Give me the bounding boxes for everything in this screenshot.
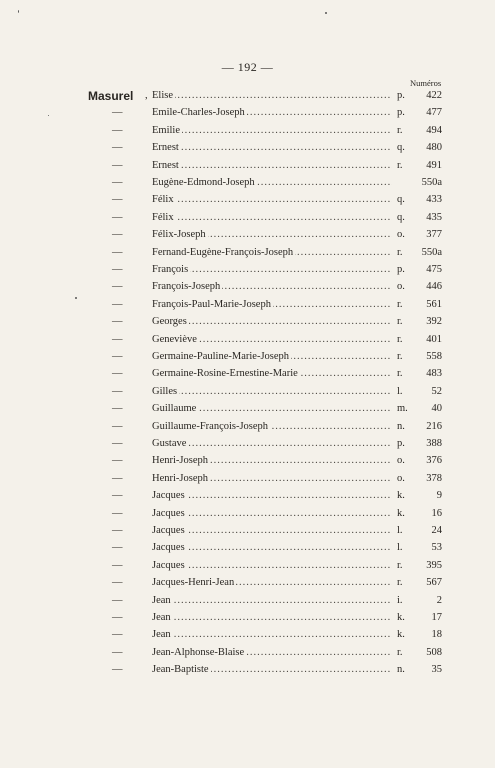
series-letter: r. [397,646,403,658]
entry-number: 433 [426,194,442,206]
ditto-dash: — [112,211,123,223]
given-names-text: Jean-Baptiste [152,664,209,676]
given-names-text: François-Joseph [152,281,221,293]
index-entry [0,279,495,295]
given-names [152,158,392,174]
series-letter: r. [397,124,403,136]
given-names-text: Jacques-Henri-Jean [152,577,235,589]
given-names [152,645,392,661]
ditto-dash: — [112,159,123,171]
series-letter: p. [397,90,405,101]
entry-number: 53 [431,542,442,554]
entry-number: 483 [426,368,442,380]
given-names-text: Fernand-Eugène-François-Joseph [152,246,294,258]
surname: Masurel [88,89,134,103]
ditto-dash: — [112,281,123,293]
page-number: — 192 — [221,60,274,74]
series-letter: q. [397,211,405,223]
given-names [152,227,392,243]
series-letter: l. [397,542,403,554]
series-letter: l. [397,385,403,397]
given-names [152,105,392,121]
ditto-dash: — [112,577,123,589]
entry-number: 392 [426,316,442,328]
series-letter: o. [397,281,405,293]
entry-number: 422 [426,90,442,101]
index-entry [0,297,495,313]
given-names-text: Geneviève [152,333,197,345]
surname-comma: , [145,90,148,101]
given-names-text: Jacques [152,542,185,554]
given-names [152,192,392,208]
series-letter: n. [397,420,405,432]
index-entry [0,506,495,522]
ditto-dash: — [112,142,123,154]
series-letter: k. [397,629,405,641]
index-entry [0,332,495,348]
given-names [152,506,392,522]
given-names [152,593,392,609]
index-entry [0,523,495,539]
entry-number: 388 [426,438,442,449]
series-letter: o. [397,229,405,241]
entry-number: 435 [426,211,442,223]
ditto-dash: — [112,612,123,623]
ditto-dash: — [112,124,123,136]
index-entry [0,192,495,208]
paper-speck [325,12,327,14]
given-names [152,662,392,678]
series-letter: k. [397,507,405,519]
series-letter: l. [397,525,403,536]
entry-number: 52 [431,385,442,397]
given-names [152,558,392,574]
given-names [152,575,392,591]
given-names-text: Guillaume [152,403,197,415]
ditto-dash: — [112,594,123,606]
series-letter: p. [397,438,405,449]
index-entry [0,436,495,452]
entry-number: 558 [426,351,442,362]
given-names-text: Ernest [152,142,179,154]
given-names [152,401,392,417]
column-header-numeros: Numéros [410,78,442,88]
ditto-dash: — [112,333,123,345]
ditto-dash: — [112,472,123,484]
entry-number: 567 [426,577,442,589]
series-letter: r. [397,559,403,571]
given-names [152,366,392,382]
given-names [152,123,392,139]
index-entry [0,401,495,417]
index-entry [0,123,495,139]
given-names-text: Jacques [152,525,185,536]
index-entry [0,540,495,556]
entry-number: 561 [426,298,442,310]
index-entry [0,627,495,643]
series-letter: r. [397,333,403,345]
given-names-text: Jacques [152,507,185,519]
series-letter: r. [397,577,403,589]
given-names-text: Elise [152,90,173,101]
index-entry [0,140,495,156]
entry-number: 378 [426,472,442,484]
entry-number: 475 [426,264,442,275]
ditto-dash: — [112,490,123,502]
given-names [152,523,392,539]
given-names [152,627,392,643]
index-entry [0,593,495,609]
entry-number: 18 [431,629,442,641]
given-names-text: Jean [152,629,171,641]
given-names-text: Félix [152,211,174,223]
series-letter: r. [397,246,403,258]
given-names-text: Jean [152,612,171,623]
index-entry [0,366,495,382]
given-names-text: Eugène-Edmond-Joseph [152,177,255,188]
ditto-dash: — [112,351,123,362]
index-entry [0,662,495,678]
series-letter: q. [397,194,405,206]
given-names-text: Gilles [152,385,178,397]
index-entry [0,384,495,400]
index-entry [0,471,495,487]
given-names [152,453,392,469]
entry-number: 446 [426,281,442,293]
series-letter: k. [397,490,405,502]
entry-number: 401 [426,333,442,345]
given-names-text: Georges [152,316,187,328]
entry-number: 508 [426,646,442,658]
ditto-dash: — [112,455,123,467]
given-names-text: Jacques [152,559,185,571]
index-entry [0,227,495,243]
entry-number: 491 [426,159,442,171]
given-names-text: Jacques [152,490,185,502]
ditto-dash: — [112,664,123,676]
given-names [152,332,392,348]
paper-speck [75,297,77,299]
ditto-dash: — [112,507,123,519]
entry-number: 24 [431,525,442,536]
ditto-dash: — [112,559,123,571]
given-names [152,610,392,626]
given-names [152,436,392,452]
entry-number: 376 [426,455,442,467]
series-letter: q. [397,142,405,154]
entry-number: 494 [426,124,442,136]
given-names [152,175,392,191]
given-names-text: Félix [152,194,174,206]
given-names [152,488,392,504]
ditto-dash: — [112,403,123,415]
index-entry [0,349,495,365]
given-names-text: Emilie [152,124,180,136]
given-names-text: Jean [152,594,171,606]
given-names [152,540,392,556]
index-entry [0,88,495,104]
given-names [152,297,392,313]
ditto-dash: — [112,525,123,536]
series-letter: r. [397,159,403,171]
index-entry [0,419,495,435]
series-letter: m. [397,403,408,415]
ditto-dash: — [112,316,123,328]
index-entry [0,453,495,469]
given-names [152,245,392,261]
ditto-dash: — [112,385,123,397]
series-letter: r. [397,351,403,362]
index-entry [0,645,495,661]
index-entry [0,314,495,330]
paper-speck [48,115,49,116]
entry-number: 35 [431,664,442,676]
ditto-dash: — [112,246,123,258]
ditto-dash: — [112,177,123,188]
ditto-dash: — [112,438,123,449]
series-letter: p. [397,264,405,275]
given-names [152,88,392,104]
series-letter: o. [397,455,405,467]
given-names-text: Gustave [152,438,187,449]
series-letter: o. [397,472,405,484]
index-entry [0,210,495,226]
index-entry [0,488,495,504]
given-names [152,349,392,365]
index-entry [0,158,495,174]
index-entry [0,575,495,591]
entry-number: 9 [436,490,442,502]
series-letter: r. [397,316,403,328]
given-names-text: Emile-Charles-Joseph [152,107,245,119]
entry-number: 550a [421,177,442,188]
ditto-dash: — [112,194,123,206]
ditto-dash: — [112,629,123,641]
given-names [152,314,392,330]
entry-number: 377 [426,229,442,241]
ditto-dash: — [112,420,123,432]
entry-number: 2 [436,594,442,606]
given-names [152,384,392,400]
entry-number: 477 [426,107,442,119]
given-names [152,210,392,226]
series-letter: r. [397,298,403,310]
ditto-dash: — [112,107,123,119]
ditto-dash: — [112,264,123,275]
given-names-text: François [152,264,189,275]
series-letter: n. [397,664,405,676]
index-entry [0,245,495,261]
index-entry [0,610,495,626]
series-letter: r. [397,368,403,380]
paper-speck [18,10,19,13]
ditto-dash: — [112,229,123,241]
series-letter: i. [397,594,403,606]
given-names-text: François-Paul-Marie-Joseph [152,298,271,310]
series-letter: k. [397,612,405,623]
entry-number: 16 [431,507,442,519]
entry-number: 550a [421,246,442,258]
series-letter: p. [397,107,405,119]
ditto-dash: — [112,646,123,658]
given-names [152,471,392,487]
given-names [152,262,392,278]
given-names [152,279,392,295]
given-names-text: Félix-Joseph [152,229,206,241]
index-entry [0,262,495,278]
given-names-text: Henri-Joseph [152,455,208,467]
entry-number: 395 [426,559,442,571]
given-names-text: Guillaume-François-Joseph [152,420,269,432]
index-entry [0,558,495,574]
given-names [152,419,392,435]
given-names [152,140,392,156]
index-entry [0,105,495,121]
ditto-dash: — [112,542,123,554]
given-names-text: Henri-Joseph [152,472,208,484]
index-entry [0,175,495,191]
entry-number: 480 [426,142,442,154]
given-names-text: Germaine-Rosine-Ernestine-Marie [152,368,298,380]
entry-number: 17 [431,612,442,623]
given-names-text: Ernest [152,159,179,171]
entry-number: 216 [426,420,442,432]
given-names-text: Jean-Alphonse-Blaise [152,646,245,658]
given-names-text: Germaine-Pauline-Marie-Joseph [152,351,290,362]
ditto-dash: — [112,298,123,310]
entry-number: 40 [431,403,442,415]
ditto-dash: — [112,368,123,380]
